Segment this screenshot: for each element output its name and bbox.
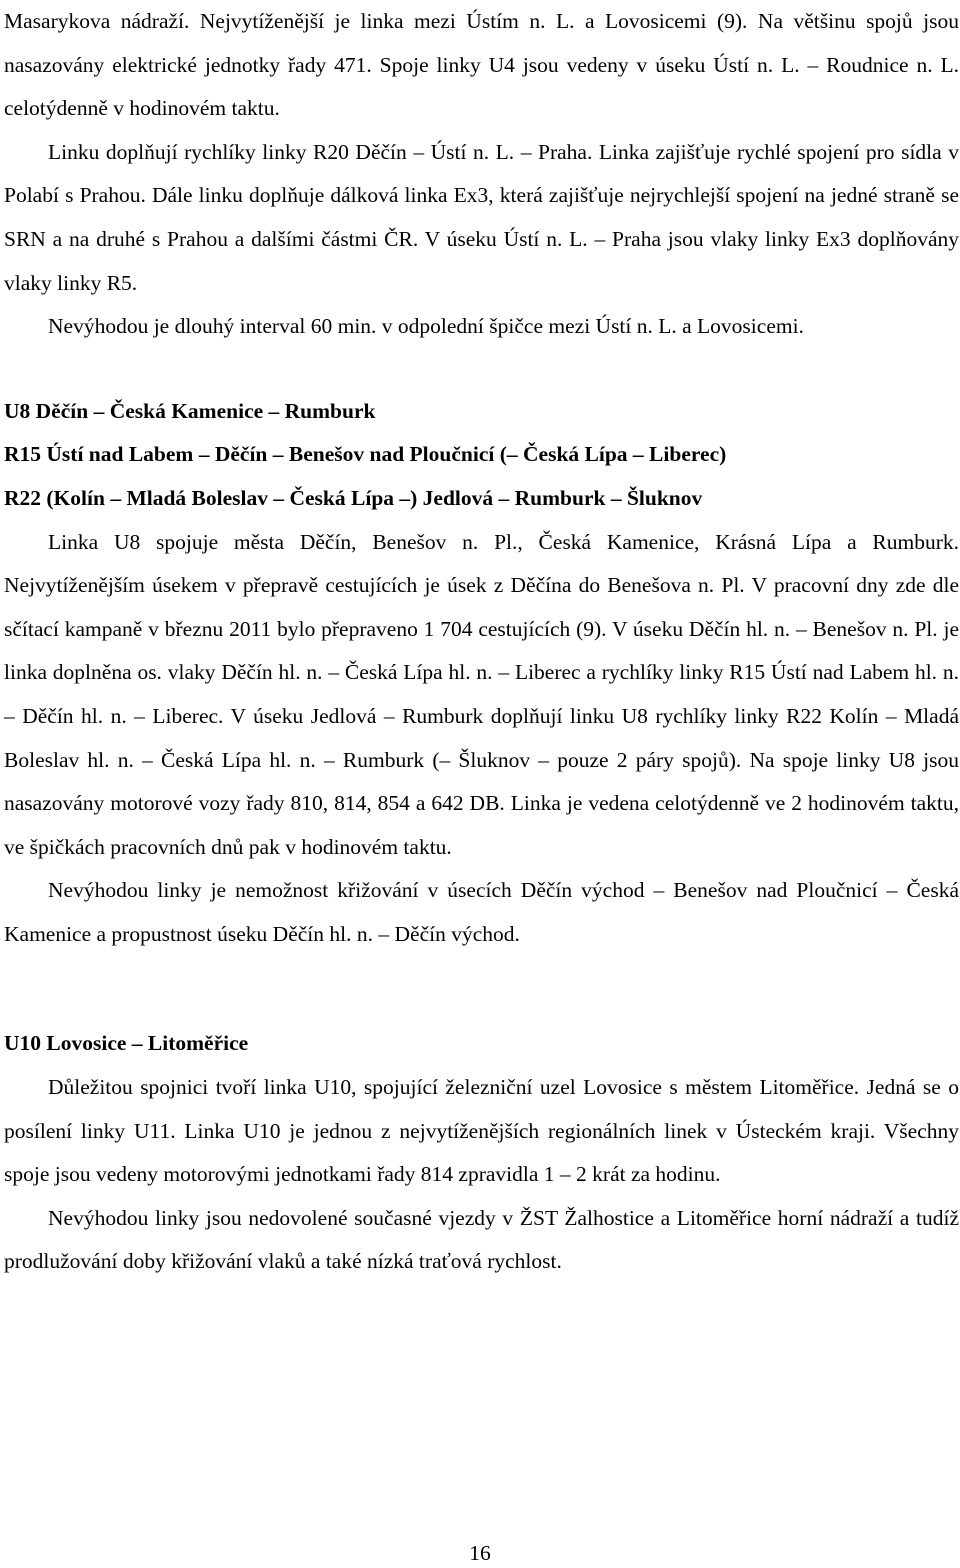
u8-paragraph-2: Nevýhodou linky je nemožnost křižování v úsecích Děčín východ – Benešov nad Ploučnicí – Česká Kamenice a propustnost úseku Děčín hl. n. – Děčín východ. <box>4 878 959 946</box>
u10-paragraph-1: Důležitou spojnici tvoří linka U10, spojující železniční uzel Lovosice s městem Litoměřice. Jedná se o posílení linky U11. Linka U10 je jednou z nejvytíženějších regionálních linek v Ústeckém kraji. Všechny spoje jsou vedeny motorovými jednotkami řady 814 zpravidla 1 – 2 krát za hodinu. <box>4 1075 959 1187</box>
intro-paragraph-3: Nevýhodou je dlouhý interval 60 min. v odpolední špičce mezi Ústí n. L. a Lovosicemi. <box>48 314 804 339</box>
page-number: 16 <box>469 1541 491 1565</box>
u10-heading: U10 Lovosice – Litoměřice <box>4 1031 249 1056</box>
u8-heading-line-3: R22 (Kolín – Mladá Boleslav – Česká Lípa –) Jedlová – Rumburk – Šluknov <box>4 485 703 510</box>
section-spacer <box>4 349 959 390</box>
section-spacer <box>4 956 959 1022</box>
u8-heading-line-1: U8 Děčín – Česká Kamenice – Rumburk <box>4 398 376 423</box>
u10-paragraph-2: Nevýhodou linky jsou nedovolené současné vjezdy v ŽST Žalhostice a Litoměřice horní nádraží a tudíž prodlužování doby křižování vlaků a také nízká traťová rychlost. <box>4 1205 959 1274</box>
u8-heading-line-2: R15 Ústí nad Labem – Děčín – Benešov nad Ploučnicí (– Česká Lípa – Liberec) <box>4 442 727 467</box>
document-page <box>4 0 959 1284</box>
intro-paragraph: Masarykova nádraží. Nejvytíženější je linka mezi Ústím n. L. a Lovosicemi (9). Na většinu spojů jsou nasazovány elektrické jednotky řady 471. Spoje linky U4 jsou vedeny v úseku Ústí n. L. – Roudnice n. L. celotýdenně v hodinovém taktu. <box>4 9 959 121</box>
u8-paragraph-1: Linka U8 spojuje města Děčín, Benešov n. Pl., Česká Kamenice, Krásná Lípa a Rumburk. Nejvytíženějším úsekem v přepravě cestujících je úsek z Děčína do Benešova n. Pl. V pracovní dny zde dle sčítací kampaně v březnu 2011 bylo přepraveno 1 704 cestujících (9). V úseku Děčín hl. n. – Benešov n. Pl. je linka doplněna os. vlaky Děčín hl. n. – Česká Lípa hl. n. – Liberec a rychlíky linky R15 Ústí nad Labem hl. n. – Děčín hl. n. – Liberec. V úseku Jedlová – Rumburk doplňují linku U8 rychlíky linky R22 Kolín – Mladá Boleslav hl. n. – Česká Lípa hl. n. – Rumburk (– Šluknov – pouze 2 páry spojů). Na spoje linky U8 jsou nasazovány motorové vozy řady 810, 814, 854 a 642 DB. Linka je vedena celotýdenně ve 2 hodinovém taktu, ve špičkách pracovních dnů pak v hodinovém taktu. <box>4 529 959 859</box>
intro-paragraph-2: Linku doplňují rychlíky linky R20 Děčín – Ústí n. L. – Praha. Linka zajišťuje rychlé spojení pro sídla v Polabí s Prahou. Dále linku doplňuje dálková linka Ex3, která zajišťuje nejrychlejší spojení na jedné straně se SRN a na druhé s Prahou a dalšími částmi ČR. V úseku Ústí n. L. – Praha jsou vlaky linky Ex3 doplňovány vlaky linky R5. <box>4 139 959 295</box>
